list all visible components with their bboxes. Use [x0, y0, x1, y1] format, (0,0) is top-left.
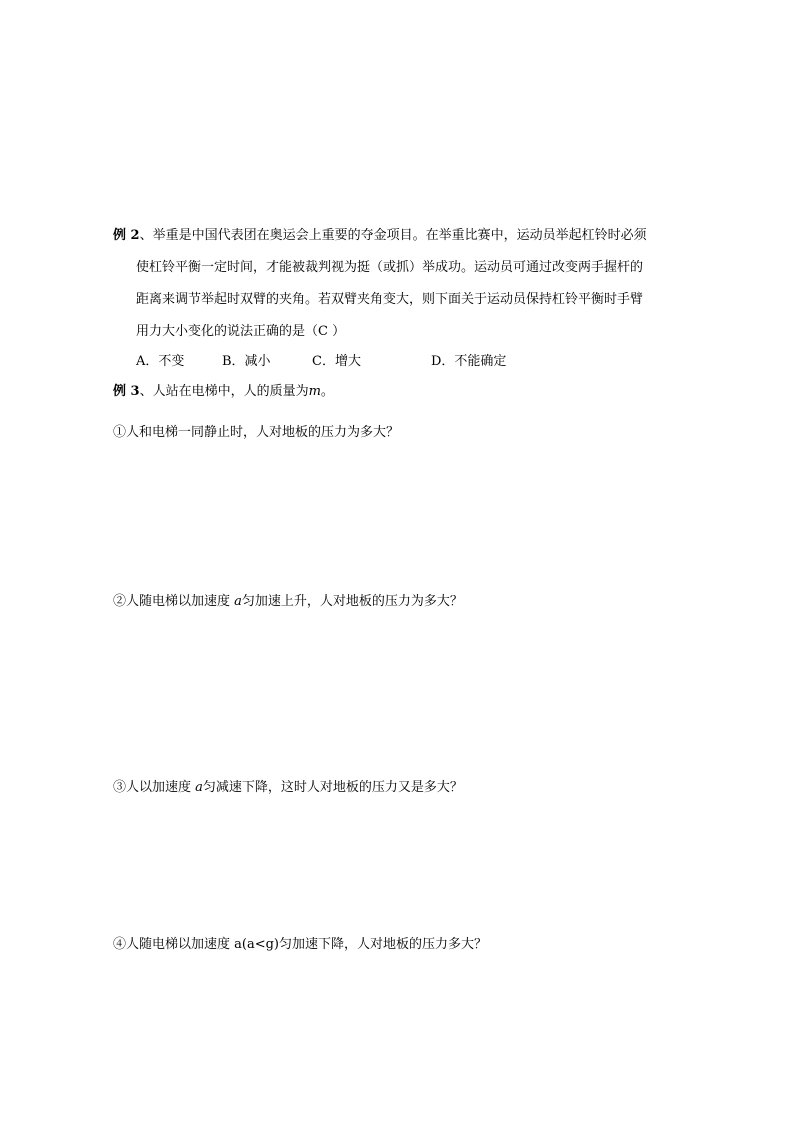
example-2-text-line-2: 使杠铃平衡一定时间，才能被裁判视为挺（或抓）举成功。运动员可通过改变两手握杆的 [136, 260, 644, 275]
question-2 [113, 592, 463, 612]
example-2-line-2 [136, 258, 643, 278]
example-3-intro-text: 、人站在电梯中，人的质量为 [139, 384, 309, 399]
example-2-label: 例 2 [113, 228, 140, 243]
question-3 [113, 778, 463, 798]
example-2-text-line-3: 距离来调节举起时双臂的夹角。若双臂夹角变大，则下面关于运动员保持杠铃平衡时手臂 [136, 292, 644, 307]
question-2-accel-symbol: a [234, 594, 242, 609]
example-2-text-line-1: 、举重是中国代表团在奥运会上重要的夺金项目。在举重比赛中，运动员举起杠铃时必须 [139, 228, 647, 243]
question-4-text: ④人随电梯以加速度 a(a<g)匀加速下降，人对地板的压力多大？ [113, 937, 487, 952]
option-d: D．不能确定 [431, 354, 507, 369]
question-4 [113, 935, 487, 955]
question-3-text-pre: ③人以加速度 [113, 780, 196, 795]
question-3-text-post: 匀减速下降，这时人对地板的压力又是多大？ [202, 780, 463, 795]
example-2-options [136, 352, 506, 372]
example-2-line-3 [136, 290, 643, 310]
question-3-accel-symbol: a [195, 780, 203, 795]
example-3-intro [113, 382, 334, 402]
example-3-intro-end: 。 [320, 384, 334, 399]
option-b: B．减小 [222, 354, 271, 369]
question-2-text-pre: ②人随电梯以加速度 [113, 594, 235, 609]
option-c: C．增大 [312, 354, 361, 369]
question-2-text-post: 匀加速上升，人对地板的压力为多大？ [241, 594, 463, 609]
question-1 [113, 423, 399, 443]
option-a: A．不变 [136, 354, 185, 369]
example-3-label: 例 3 [113, 384, 140, 399]
example-2-line-4 [136, 322, 345, 342]
example-2-line-1 [113, 226, 647, 246]
question-1-text: ①人和电梯一同静止时，人对地板的压力为多大？ [113, 425, 400, 440]
example-2-text-line-4: 用力大小变化的说法正确的是（C ） [136, 324, 346, 339]
mass-symbol: m [308, 384, 321, 399]
